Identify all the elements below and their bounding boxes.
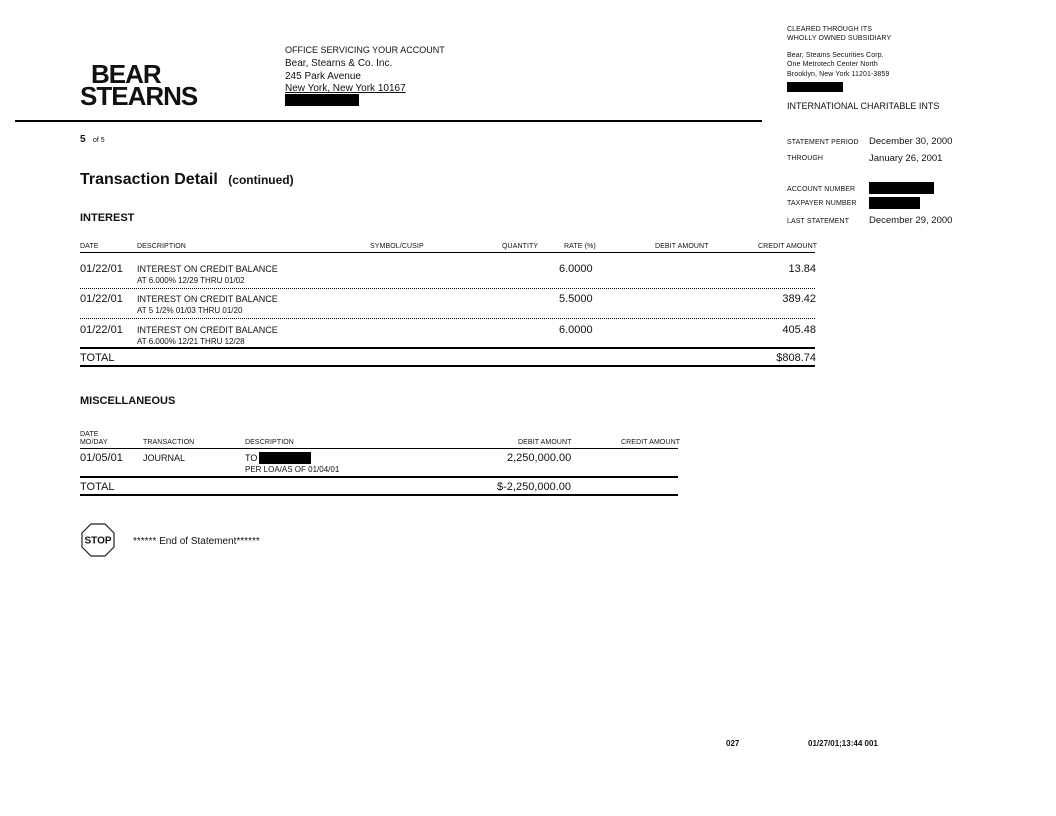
interest-row-1-credit: 13.84 [788, 263, 816, 275]
redacted-clearing-info [787, 82, 843, 92]
section-title [80, 171, 294, 189]
interest-col-rate: RATE (%) [564, 243, 596, 250]
redacted-account-number [869, 182, 934, 194]
page-current: 5 [80, 134, 86, 145]
interest-row-3-rate: 6.0000 [559, 324, 593, 336]
clearing-firm-3: Brooklyn, New York 11201-3859 [787, 71, 890, 78]
misc-total-rule-top [80, 476, 678, 478]
statement-period-label: STATEMENT PERIOD [787, 139, 859, 146]
last-statement-value: December 29, 2000 [869, 215, 953, 226]
interest-total-rule-top [80, 347, 815, 349]
interest-col-symbol: SYMBOL/CUSIP [370, 243, 424, 250]
taxpayer-number-label: TAXPAYER NUMBER [787, 200, 857, 207]
interest-row-1-separator [80, 288, 815, 289]
footer-code: 027 [726, 739, 740, 748]
stop-sign-icon [81, 523, 115, 557]
title-sub: (continued) [228, 173, 294, 187]
interest-col-credit: CREDIT AMOUNT [758, 243, 818, 250]
interest-row-2-credit: 389.42 [782, 293, 816, 305]
footer-timestamp: 01/27/01;13:44 001 [808, 739, 878, 748]
interest-col-description: DESCRIPTION [137, 243, 186, 250]
through-value: January 26, 2001 [869, 153, 943, 164]
interest-row-2-rate: 5.5000 [559, 293, 593, 305]
misc-col-date-1: DATE [80, 431, 99, 438]
account-name: INTERNATIONAL CHARITABLE INTS [787, 101, 940, 111]
misc-total-value: $-2,250,000.00 [497, 481, 572, 493]
clearing-line-2: WHOLLY OWNED SUBSIDIARY [787, 35, 892, 42]
office-line-2: 245 Park Avenue [285, 71, 361, 82]
through-label: THROUGH [787, 155, 824, 162]
interest-col-quantity: QUANTITY [502, 243, 539, 250]
end-of-statement: ****** End of Statement****** [133, 536, 260, 547]
office-heading: OFFICE SERVICING YOUR ACCOUNT [285, 45, 445, 55]
interest-total-label: TOTAL [80, 352, 115, 364]
misc-col-date-2: MO/DAY [80, 439, 108, 446]
misc-row-date: 01/05/01 [80, 452, 123, 464]
interest-total-value: $808.74 [776, 352, 816, 364]
misc-col-description: DESCRIPTION [245, 439, 294, 446]
stop-sign-text: STOP [84, 535, 112, 547]
interest-row-2-separator [80, 318, 815, 319]
title-main: Transaction Detail [80, 171, 218, 188]
misc-total-label: TOTAL [80, 481, 115, 493]
office-line-1: Bear, Stearns & Co. Inc. [285, 58, 393, 69]
misc-row-desc2: PER LOA/AS OF 01/04/01 [245, 465, 340, 474]
interest-row-3-credit: 405.48 [782, 324, 816, 336]
misc-row-transaction: JOURNAL [143, 453, 186, 463]
misc-col-credit: CREDIT AMOUNT [621, 439, 681, 446]
interest-row-3-desc: INTEREST ON CREDIT BALANCE [137, 325, 278, 335]
interest-row-2-date: 01/22/01 [80, 293, 123, 305]
redacted-recipient [259, 452, 311, 464]
interest-row-1-date: 01/22/01 [80, 263, 123, 275]
interest-row-2-desc: INTEREST ON CREDIT BALANCE [137, 294, 278, 304]
interest-row-1-rate: 6.0000 [559, 263, 593, 275]
redacted-office-phone [285, 94, 359, 106]
misc-col-transaction: TRANSACTION [143, 439, 195, 446]
clearing-firm-2: One Metrotech Center North [787, 61, 878, 68]
clearing-firm-1: Bear, Steams Securities Corp. [787, 52, 884, 59]
interest-col-debit: DEBIT AMOUNT [655, 243, 709, 250]
misc-heading: MISCELLANEOUS [80, 395, 176, 407]
interest-total-rule-bottom [80, 365, 815, 367]
bear-stearns-logo-line-2 [80, 81, 198, 111]
page-number [80, 129, 105, 147]
office-line-3: New York, New York 10167 [285, 83, 406, 94]
misc-row-desc: TO [245, 453, 258, 463]
misc-row-debit: 2,250,000.00 [507, 452, 572, 464]
header-rule [15, 120, 762, 122]
misc-total-rule-bottom [80, 494, 678, 496]
interest-row-3-desc2: AT 6.000% 12/21 THRU 12/28 [137, 337, 245, 346]
interest-col-date: DATE [80, 243, 99, 250]
interest-heading: INTEREST [80, 212, 135, 224]
misc-header-rule [80, 448, 678, 449]
statement-period-value: December 30, 2000 [869, 136, 953, 147]
misc-col-debit: DEBIT AMOUNT [518, 439, 572, 446]
logo-line-1: BEAR [91, 59, 161, 89]
interest-header-rule [80, 252, 815, 253]
last-statement-label: LAST STATEMENT [787, 218, 850, 225]
clearing-line-1: CLEARED THROUGH ITS [787, 26, 873, 33]
interest-row-1-desc2: AT 6.000% 12/29 THRU 01/02 [137, 276, 245, 285]
logo-line-2: STEARNS [80, 81, 198, 111]
interest-row-1-desc: INTEREST ON CREDIT BALANCE [137, 264, 278, 274]
interest-row-3-date: 01/22/01 [80, 324, 123, 336]
interest-row-2-desc2: AT 5 1/2% 01/03 THRU 01/20 [137, 306, 243, 315]
account-number-label: ACCOUNT NUMBER [787, 186, 856, 193]
page-total: of 5 [93, 137, 105, 144]
redacted-taxpayer-number [869, 197, 920, 209]
